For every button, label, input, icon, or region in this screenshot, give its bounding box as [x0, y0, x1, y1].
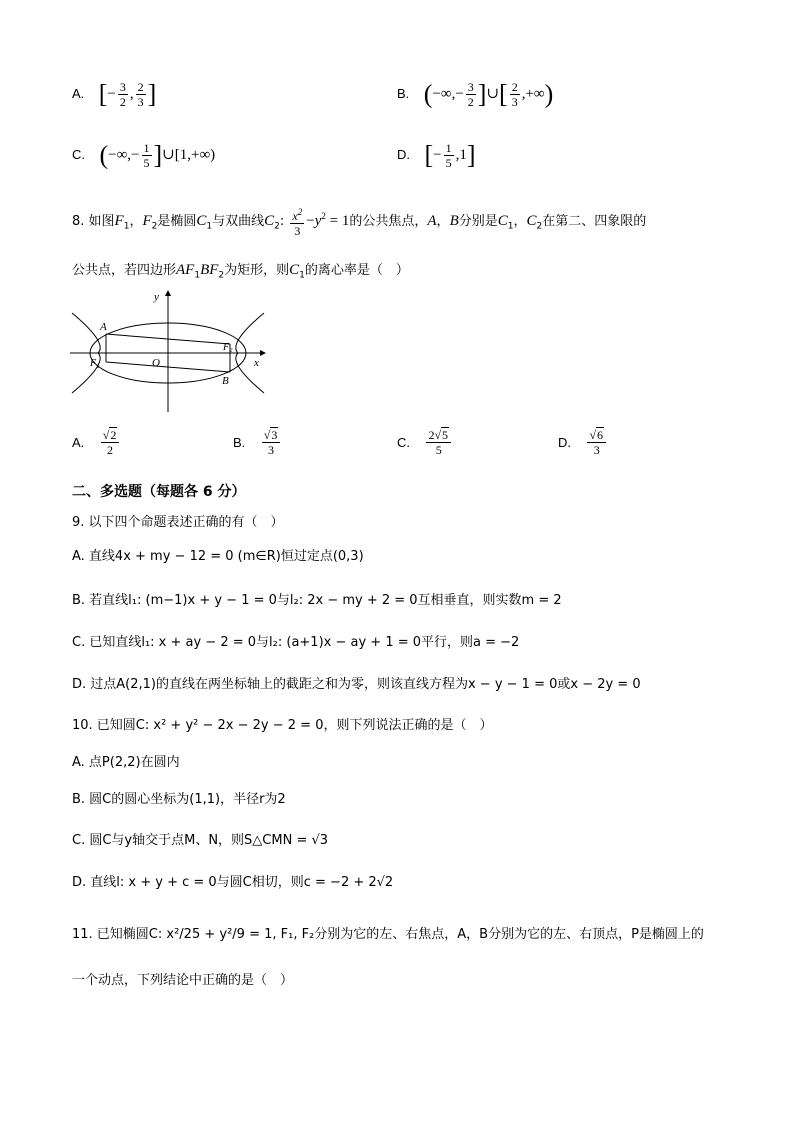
q7-option-c[interactable]	[72, 141, 215, 170]
option-math: (−∞,− $\frac{3}{2}$ ]∪[ $\frac{2}{3}$ ,+∞)	[423, 79, 554, 109]
option-label: B.	[233, 434, 246, 450]
label-y: y	[154, 291, 159, 303]
label-f2: F₂	[223, 342, 233, 353]
label-b: B	[222, 375, 229, 387]
q8-option-b[interactable]	[233, 428, 282, 457]
q9-option-b[interactable]: B. 若直线l₁: (m−1)x + y − 1 = 0与l₂: 2x − my + 2 = 0互相垂直，则实数m = 2	[72, 593, 562, 608]
option-math: [− $\frac{1}{5}$ ,1]	[424, 140, 476, 170]
q10-option-b[interactable]: B. 圆C的圆心坐标为(1,1)，半径r为2	[72, 792, 286, 807]
q9-option-c[interactable]: C. 已知直线l₁: x + ay − 2 = 0与l₂: (a+1)x − ay + 1 = 0平行，则a = −2	[72, 635, 520, 650]
q8-option-a[interactable]	[72, 428, 121, 457]
q8-stem-line2: 公共点，若四边形$AF_1BF_2$为矩形，则$C_1$的离心率是（ ）	[72, 262, 409, 281]
section-heading: 二、多选题（每题各 6 分）	[72, 484, 246, 500]
option-label: C.	[72, 146, 85, 162]
option-math: [− $\frac{3}{2}$ , $\frac{2}{3}$ ]	[98, 79, 157, 109]
q8-stem-line1: 8. 如图$F_1$，$F_2$是椭圆$C_1$与双曲线$C_2$: $\frac{x^2}{3}$ $-y^2 = 1$的公共焦点，A，B分别是$C_1$，$C_2$在第二、四象限的	[72, 207, 647, 238]
option-label: A.	[72, 434, 85, 450]
q10-stem: 10. 已知圆C: x² + y² − 2x − 2y − 2 = 0，则下列说法正确的是（ ）	[72, 718, 493, 733]
q10-option-a[interactable]: A. 点P(2,2)在圆内	[72, 755, 180, 770]
label-x: x	[254, 357, 259, 369]
q8-number: 8.	[72, 214, 85, 229]
x-axis-arrow	[260, 350, 266, 356]
q11-stem-line2: 一个动点，下列结论中正确的是（ ）	[72, 973, 294, 988]
label-a: A	[100, 321, 107, 333]
option-label: C.	[397, 434, 410, 450]
y-axis-arrow	[165, 290, 171, 296]
q9-stem: 9. 以下四个命题表述正确的有（ ）	[72, 515, 284, 530]
option-label: D.	[558, 434, 571, 450]
q10-option-c[interactable]: C. 圆C与y轴交于点M、N，则S△CMN = √3	[72, 833, 329, 848]
q10-option-d[interactable]: D. 直线l: x + y + c = 0与圆C相切，则c = −2 + 2√2	[72, 875, 394, 890]
option-label: D.	[397, 146, 410, 162]
q8-figure	[68, 288, 268, 414]
option-math: $\frac{√2}{2}$	[101, 428, 120, 457]
q9-option-a[interactable]: A. 直线4x + my − 12 = 0 (m∈R)恒过定点(0,3)	[72, 549, 364, 564]
option-math: $\frac{2√5}{5}$	[426, 428, 451, 457]
q7-option-b[interactable]	[397, 80, 553, 109]
label-f1: F₁	[90, 358, 100, 369]
option-label: B.	[397, 85, 410, 101]
option-math: $\frac{√6}{3}$	[587, 428, 606, 457]
option-label: A.	[72, 85, 85, 101]
option-math: (−∞,− $\frac{1}{5}$ ]∪[1,+∞)	[99, 140, 216, 170]
option-math: $\frac{√3}{3}$	[262, 428, 281, 457]
q8-option-d[interactable]	[558, 428, 608, 457]
label-o: O	[152, 357, 160, 369]
q9-option-d[interactable]: D. 过点A(2,1)的直线在两坐标轴上的截距之和为零，则该直线方程为x − y − 1 = 0或x − 2y = 0	[72, 677, 641, 692]
q8-option-c[interactable]	[397, 428, 453, 457]
q11-stem-line1: 11. 已知椭圆C: x²/25 + y²/9 = 1, F₁, F₂分别为它的左、右焦点，A，B分别为它的左、右顶点，P是椭圆上的	[72, 927, 704, 942]
q7-option-a[interactable]	[72, 80, 156, 109]
q7-option-d[interactable]	[397, 141, 476, 170]
